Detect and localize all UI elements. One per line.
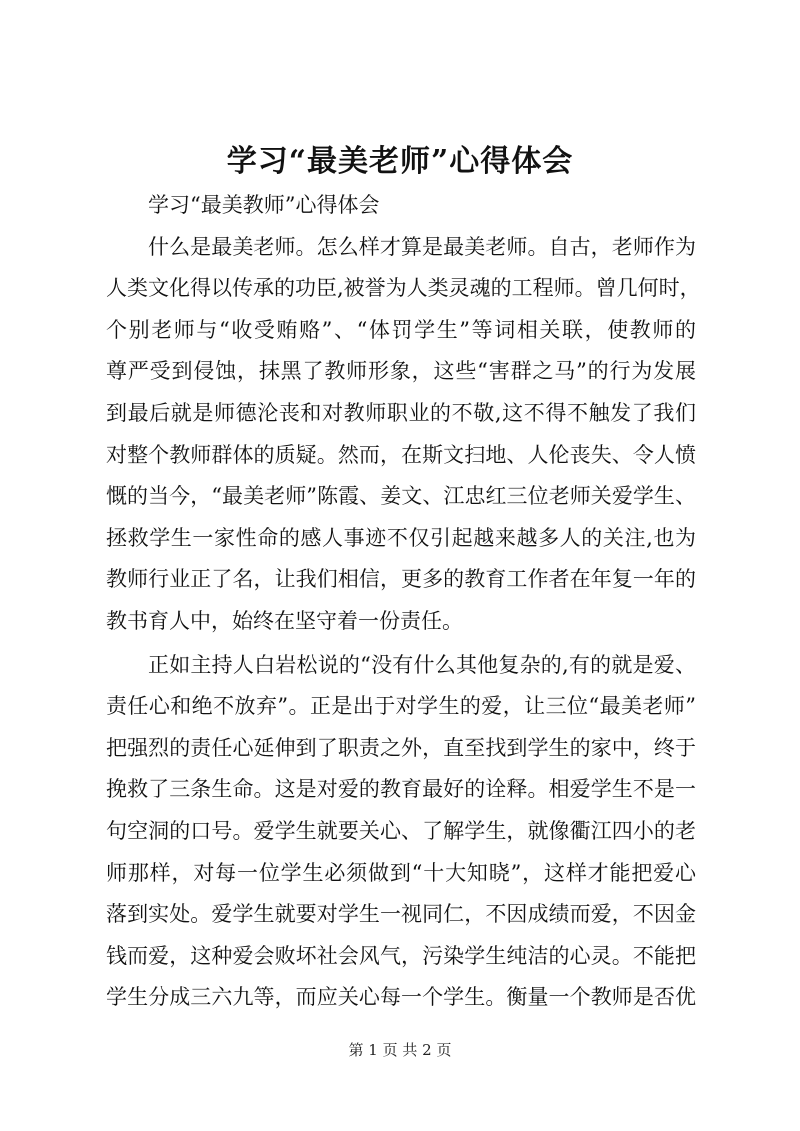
- paragraph-line: 慨的当今，“最美老师”陈霞、姜文、江忠红三位老师关爱学生、: [106, 484, 696, 509]
- paragraph-line: 到最后就是师德沦丧和对教师职业的不敬,这不得不触发了我们: [106, 400, 696, 425]
- paragraph-line: 教师行业正了名，让我们相信，更多的教育工作者在年复一年的: [106, 567, 696, 592]
- paragraph-line: 落到实处。爱学生就要对学生一视同仁，不因成绩而爱，不因金: [106, 902, 696, 927]
- paragraph-line: 学生分成三六九等，而应关心每一个学生。衡量一个教师是否优: [106, 985, 696, 1010]
- document-title: 学习“最美老师”心得体会: [226, 144, 574, 179]
- paragraph-line: 拯救学生一家性命的感人事迹不仅引起越来越多人的关注,也为: [106, 525, 696, 550]
- page-footer: [0, 1040, 800, 1060]
- paragraph-line: 什么是最美老师。怎么样才算是最美老师。自古，老师作为: [148, 234, 696, 259]
- paragraph-line: 钱而爱，这种爱会败坏社会风气，污染学生纯洁的心灵。不能把: [106, 943, 696, 968]
- paragraph-line: 责任心和绝不放弃”。正是出于对学生的爱，让三位“最美老师”: [106, 694, 696, 719]
- page-number: 第 1 页 共 2 页: [348, 1041, 452, 1059]
- paragraph-line: 师那样，对每一位学生必须做到“十大知晓”，这样才能把爱心: [106, 860, 696, 885]
- paragraph-line: 个别老师与“收受贿赂”、“体罚学生”等词相关联，使教师的: [106, 317, 696, 342]
- document-subtitle: 学习“最美教师”心得体会: [148, 193, 380, 217]
- paragraph-line: 挽救了三条生命。这是对爱的教育最好的诠释。相爱学生不是一: [106, 777, 696, 802]
- paragraph-line: 把强烈的责任心延伸到了职责之外，直至找到学生的家中，终于: [106, 735, 696, 760]
- paragraph-line: 人类文化得以传承的功臣,被誉为人类灵魂的工程师。曾几何时，: [106, 276, 701, 301]
- paragraph-line: 尊严受到侵蚀，抹黑了教师形象，这些“害群之马”的行为发展: [106, 359, 696, 384]
- paragraph-line: 句空洞的口号。爱学生就要关心、了解学生，就像衢江四小的老: [106, 818, 696, 843]
- paragraph-1: [106, 227, 701, 643]
- document-body: [106, 185, 701, 1019]
- paragraph-line: 教书育人中，始终在坚守着一份责任。: [106, 608, 463, 633]
- paragraph-line: 正如主持人白岩松说的“没有什么其他复杂的,有的就是爱、: [148, 652, 696, 677]
- paragraph-2: [106, 645, 696, 1019]
- paragraph-line: 对整个教师群体的质疑。然而，在斯文扫地、人伦丧失、令人愤: [106, 442, 696, 467]
